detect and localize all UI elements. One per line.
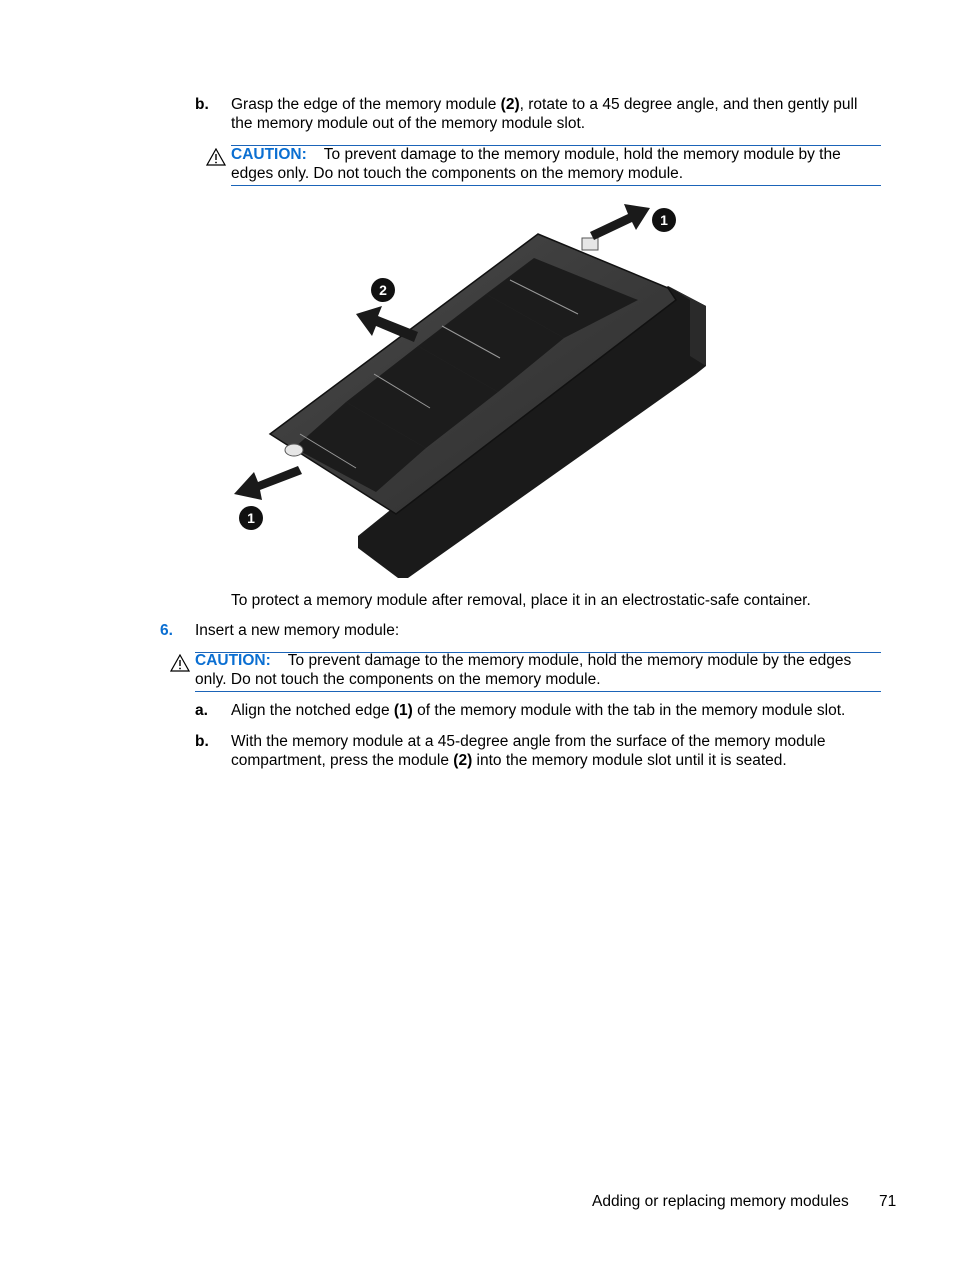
step-marker-6: 6.	[160, 622, 173, 639]
step-marker-b: b.	[195, 733, 209, 750]
footer-section-title: Adding or replacing memory modules	[592, 1193, 849, 1210]
callout-1-left	[239, 506, 263, 530]
step-6a-text-pre: Align the notched edge	[231, 702, 394, 719]
step-5b-text: Grasp the edge of the memory module	[231, 96, 501, 113]
caution-2-line-2: only. Do not touch the components on the memory module.	[195, 671, 601, 688]
warning-triangle-icon	[206, 148, 226, 166]
page-number: 71	[879, 1193, 897, 1210]
arrow-icon-callout-2	[356, 306, 418, 342]
step-marker-b: b.	[195, 96, 209, 113]
step-5b-line-2: the memory module out of the memory module slot.	[231, 115, 586, 132]
callout-ref-2: (2)	[500, 96, 520, 113]
callout-1-label: 1	[247, 510, 255, 526]
step-6a-text	[231, 701, 845, 720]
caution-label: CAUTION:	[195, 652, 271, 669]
step-5b-line-1	[231, 95, 857, 114]
caution-bottom-rule	[195, 691, 881, 692]
step-6b-line-1: With the memory module at a 45-degree angle from the surface of the memory module	[231, 733, 826, 750]
caution-1-text: To prevent damage to the memory module, hold the memory module by the	[323, 146, 841, 163]
memory-module-removal-figure	[228, 196, 718, 586]
callout-1-right	[652, 208, 676, 232]
step-marker-a: a.	[195, 702, 208, 719]
callout-ref-2: (2)	[453, 752, 473, 769]
step-5b-text-cont: , rotate to a 45 degree angle, and then gently pull	[519, 96, 858, 113]
caution-bottom-rule	[231, 185, 881, 186]
callout-ref-1: (1)	[393, 702, 413, 719]
figure-note: To protect a memory module after removal, place it in an electrostatic-safe container.	[231, 592, 811, 609]
callout-2	[371, 278, 395, 302]
warning-triangle-icon	[170, 654, 190, 672]
step-6b-line-2	[231, 751, 787, 770]
retaining-clip-right	[582, 238, 598, 250]
arrow-icon-callout-1-left	[234, 466, 302, 500]
caution-1-line-1	[231, 145, 841, 164]
step-6-text: Insert a new memory module:	[195, 622, 400, 639]
arrow-icon-callout-1-right	[590, 204, 650, 240]
caution-2-line-1	[195, 651, 851, 670]
step-6a-text-post: of the memory module with the tab in the memory module slot.	[412, 702, 846, 719]
caution-1-line-2: edges only. Do not touch the components on the memory module.	[231, 165, 684, 182]
retaining-clip-left	[285, 444, 303, 456]
callout-2-label: 2	[379, 282, 387, 298]
caution-2-text: To prevent damage to the memory module, hold the memory module by the edges	[287, 652, 852, 669]
caution-label: CAUTION:	[231, 146, 307, 163]
callout-1-label: 1	[660, 212, 668, 228]
step-6b-text-pre: compartment, press the module	[231, 752, 454, 769]
step-6b-text-post: into the memory module slot until it is seated.	[472, 752, 787, 769]
